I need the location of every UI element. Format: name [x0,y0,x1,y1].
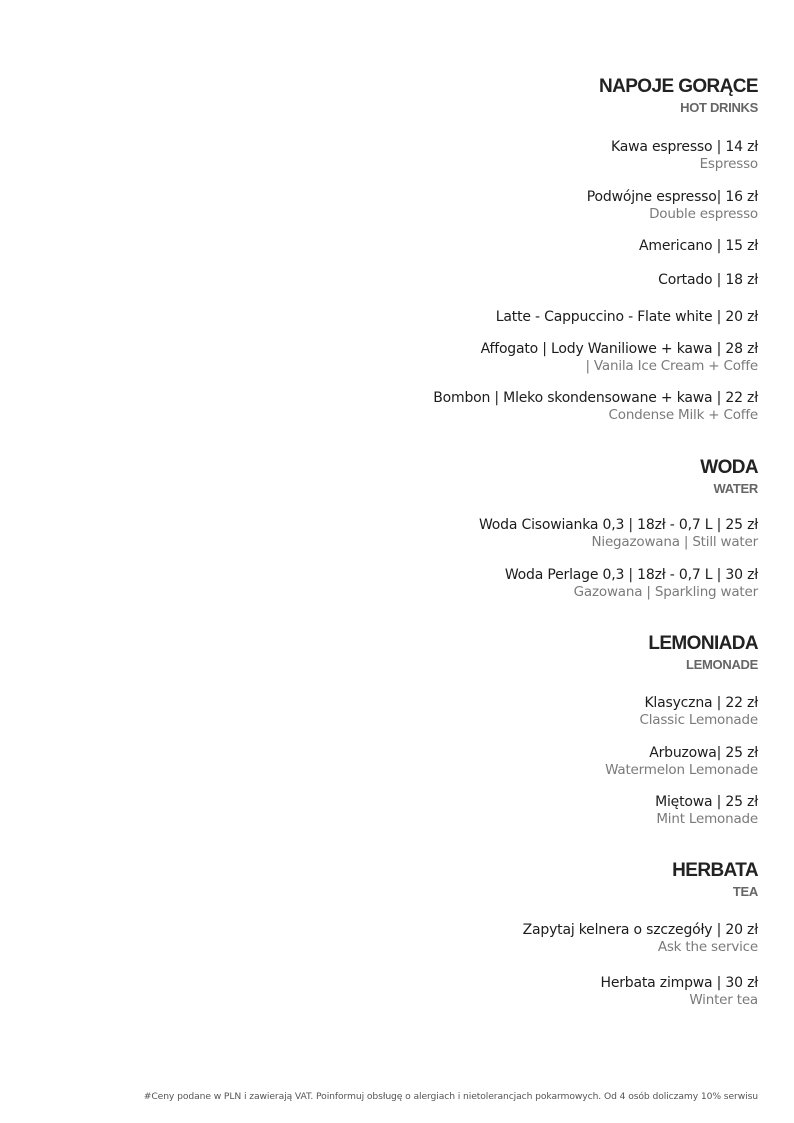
menu-item [481,341,758,374]
section-subtitle: LEMONADE [686,657,758,672]
section-title: WODA [700,457,758,478]
item-translation: Ask the service [657,939,758,955]
menu-item [523,922,758,955]
item-translation: Mint Lemonade [656,811,758,827]
section-lemonade-header [648,633,758,673]
item-name-price: Miętowa | 25 zł [655,794,758,810]
menu-item [479,517,758,550]
section-subtitle: TEA [732,884,758,899]
footer-note: #Ceny podane w PLN i zawierają VAT. Poinformuj obsługę o alergiach i nietolerancjach pokarmowych. Od 4 osób doliczamy 10% serwisu [143,1091,758,1102]
section-water-header [700,457,758,497]
item-name-price: Bombon | Mleko skondensowane + kawa | 22 zł [433,390,758,406]
item-name-price: Affogato | Lody Waniliowe + kawa | 28 zł [480,341,758,357]
section-title: LEMONIADA [648,633,758,654]
menu-item [601,975,758,1008]
item-name-price: Zapytaj kelnera o szczegóły | 20 zł [522,922,758,938]
item-translation: Niegazowana | Still water [591,534,758,550]
menu-item [505,567,758,600]
item-translation: Winter tea [689,992,758,1008]
item-translation: Gazowana | Sparkling water [573,584,758,600]
menu-item [587,189,758,222]
section-title: HERBATA [672,860,758,881]
item-name-price: Latte - Cappuccino - Flate white | 20 zł [495,309,758,325]
section-tea-header [672,860,758,900]
menu-item [496,309,758,326]
menu-item [655,794,758,827]
item-translation: Condense Milk + Coffe [608,407,758,423]
item-name-price: Cortado | 18 zł [658,272,758,288]
section-subtitle: WATER [713,481,758,496]
item-name-price: Arbuzowa| 25 zł [649,745,758,761]
item-translation: Watermelon Lemonade [605,762,758,778]
menu-item [433,390,758,423]
item-name-price: Klasyczna | 22 zł [644,695,758,711]
menu-item [611,139,758,172]
item-name-price: Podwójne espresso| 16 zł [586,189,758,205]
item-name-price: Woda Cisowianka 0,3 | 18zł - 0,7 L | 25 zł [478,517,758,533]
menu-item [640,695,759,728]
item-name-price: Woda Perlage 0,3 | 18zł - 0,7 L | 30 zł [504,567,758,583]
item-name-price: Kawa espresso | 14 zł [610,139,758,155]
menu-item [605,745,758,778]
item-name-price: Americano | 15 zł [639,238,758,254]
section-subtitle: HOT DRINKS [680,100,758,115]
section-title: NAPOJE GORĄCE [598,76,758,97]
item-name-price: Herbata zimpwa | 30 zł [600,975,758,991]
item-translation: Espresso [699,156,758,172]
menu-item [658,272,758,289]
item-translation: Classic Lemonade [639,712,758,728]
menu-item [639,238,758,255]
item-translation: Double espresso [649,206,758,222]
section-hot-drinks-header [599,76,758,116]
item-translation: | Vanila Ice Cream + Coffe [585,358,758,374]
